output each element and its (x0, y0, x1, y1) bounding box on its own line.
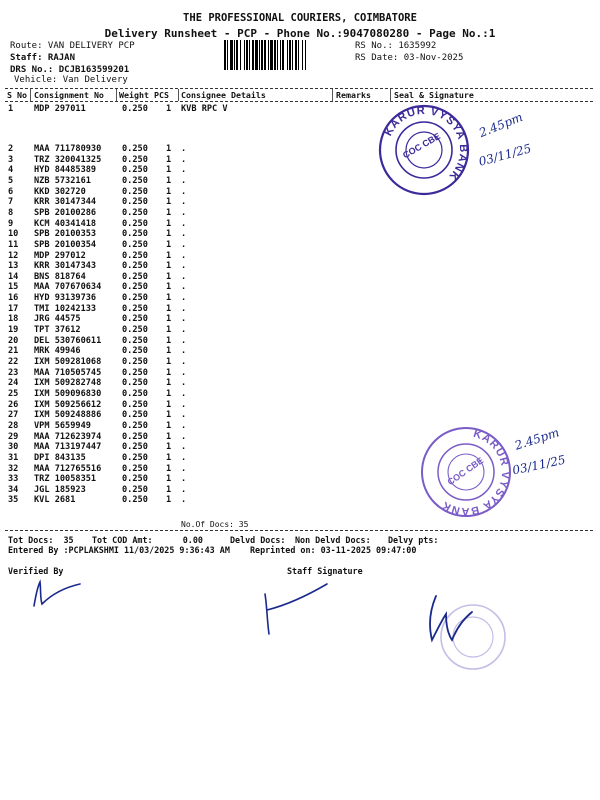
row-pcs: 1 (166, 282, 172, 293)
row-sno: 22 (8, 357, 19, 367)
row-weight: 0.250 (122, 282, 148, 293)
tot-cod-amt: Tot COD Amt: 0.00 (92, 535, 203, 545)
row-weight: 0.250 (122, 175, 148, 186)
row-consignee: . (181, 250, 187, 261)
row-sno: 1 (8, 104, 14, 114)
table-row (0, 261, 600, 271)
row-weight: 0.250 (122, 218, 148, 229)
row-pcs: 1 (166, 420, 172, 431)
stamp2-center-text: COC CBE (445, 455, 486, 488)
stamp2-bank-name: KARUR VYSYA BANK (439, 427, 512, 518)
row-sno: 23 (8, 367, 19, 378)
staff-label: Staff: RAJAN (10, 53, 76, 63)
row-pcs: 1 (166, 293, 172, 304)
row-weight: 0.250 (122, 420, 148, 431)
row-weight: 0.250 (122, 452, 148, 463)
col-sno: S No (7, 90, 27, 100)
row-consignee: . (181, 186, 187, 197)
row-pcs: 1 (166, 367, 172, 378)
col-consignment: Consignment No (34, 90, 104, 100)
table-row (0, 165, 600, 175)
table-row (0, 389, 600, 399)
row-pcs: 1 (166, 410, 172, 421)
row-weight: 0.250 (122, 314, 148, 325)
row-sno: 6 (8, 186, 14, 197)
row-sno: 32 (8, 463, 19, 474)
row-consignment-no: SPB 20100353 (34, 229, 97, 240)
row-consignment-no: KKD 302720 (34, 186, 86, 197)
row-sno: 12 (8, 250, 19, 261)
row-pcs: 1 (166, 261, 172, 272)
route-label: Route: VAN DELIVERY PCP (10, 41, 135, 51)
row-weight: 0.250 (122, 335, 148, 346)
row-weight: 0.250 (122, 484, 148, 495)
row-consignment-no: KCM 40341418 (34, 218, 97, 229)
row-consignee: . (181, 314, 187, 325)
handwritten-time-1: 2.45pm (477, 109, 525, 141)
row-weight: 0.250 (122, 250, 148, 261)
table-row (0, 357, 600, 367)
row-consignee: . (181, 271, 187, 282)
table-row (0, 219, 600, 229)
row-consignee: . (181, 431, 187, 442)
row-pcs: 1 (166, 229, 172, 240)
row-weight: 0.250 (122, 378, 148, 389)
row-pcs: 1 (166, 474, 172, 485)
row-sno: 10 (8, 229, 19, 240)
row-consignee: . (181, 484, 187, 495)
row-weight: 0.250 (122, 271, 148, 282)
row-consignment-no: MAA 707670634 (34, 282, 102, 293)
row-consignment-no: KRR 30147343 (34, 261, 97, 272)
rs-date: RS Date: 03-Nov-2025 (355, 53, 464, 63)
bank-seal-stamp-2 (418, 424, 514, 520)
row-consignment-no: IXM 509282748 (34, 378, 102, 389)
row-weight: 0.250 (122, 144, 148, 154)
row-weight: 0.250 (122, 325, 148, 336)
handwritten-date-2: 03/11/25 (511, 452, 567, 478)
row-consignee: . (181, 346, 187, 357)
row-sno: 25 (8, 388, 19, 399)
row-pcs: 1 (166, 314, 172, 325)
table-row (0, 346, 600, 356)
row-consignee: . (181, 420, 187, 431)
row-consignment-no: IXM 509281068 (34, 357, 102, 367)
row-consignment-no: DPI 843135 (34, 452, 86, 463)
row-sno: 30 (8, 442, 19, 453)
row-weight: 0.250 (122, 303, 148, 314)
table-row (0, 251, 600, 261)
table-row (0, 293, 600, 303)
row-weight: 0.250 (122, 154, 148, 165)
row-consignee: . (181, 282, 187, 293)
row-sno: 27 (8, 410, 19, 421)
row-pcs: 1 (166, 346, 172, 357)
row-sno: 13 (8, 261, 19, 272)
row-sno: 24 (8, 378, 19, 389)
handwritten-time-2: 2.45pm (512, 425, 561, 453)
delvy-pts: Delvy pts: (388, 535, 439, 545)
tot-docs: Tot Docs: 35 (8, 535, 74, 545)
row-sno: 11 (8, 239, 19, 250)
row-sno: 26 (8, 399, 19, 410)
company-title: THE PROFESSIONAL COURIERS, COIMBATORE (183, 12, 417, 24)
row-sno: 5 (8, 175, 14, 186)
svg-text:KARUR VYSYA BANK (439, 428, 511, 517)
row-consignee: . (181, 452, 187, 463)
row-weight: 0.250 (122, 293, 148, 304)
row-consignment-no: BNS 818764 (34, 271, 86, 282)
table-row (0, 176, 600, 186)
entered-by: Entered By :PCPLAKSHMI 11/03/2025 9:36:43 AM (8, 545, 230, 555)
row-consignment-no: MAA 713197447 (34, 442, 102, 453)
row-pcs: 1 (166, 378, 172, 389)
row-consignment-no: IXM 509096830 (34, 388, 102, 399)
row-consignment-no: VPM 5659949 (34, 420, 91, 431)
row-consignee: . (181, 165, 187, 176)
col-pcs: PCS (154, 90, 169, 100)
table-row (0, 368, 600, 378)
row-sno: 3 (8, 154, 14, 165)
row-pcs: 1 (166, 495, 172, 506)
row-consignee: . (181, 410, 187, 421)
row-weight: 0.250 (122, 229, 148, 240)
row-consignment-no: JRG 44575 (34, 314, 81, 325)
table-row (0, 187, 600, 197)
row-weight: 0.250 (122, 104, 148, 114)
row-consignee: . (181, 154, 187, 165)
table-row (0, 325, 600, 335)
row-pcs: 1 (166, 325, 172, 336)
col-weight: Weight (119, 90, 149, 100)
row-weight: 0.250 (122, 463, 148, 474)
stamp-center-text: COC CBE (401, 130, 442, 161)
row-pcs: 1 (166, 335, 172, 346)
row-sno: 21 (8, 346, 19, 357)
row-pcs: 1 (166, 186, 172, 197)
table-row (0, 400, 600, 410)
row-consignment-no: KRR 30147344 (34, 197, 97, 208)
drs-number: DRS No.: DCJB163599201 (10, 65, 130, 75)
table-row (0, 336, 600, 346)
row-pcs: 1 (166, 399, 172, 410)
row-consignee: . (181, 357, 187, 367)
row-pcs: 1 (166, 104, 172, 114)
row-consignment-no: IXM 509248886 (34, 410, 102, 421)
row-sno: 16 (8, 293, 19, 304)
row-pcs: 1 (166, 207, 172, 218)
row-pcs: 1 (166, 175, 172, 186)
header-bottom-rule (5, 101, 593, 102)
row-consignee: . (181, 442, 187, 453)
row-sno: 7 (8, 197, 14, 208)
row-weight: 0.250 (122, 388, 148, 399)
row-pcs: 1 (166, 239, 172, 250)
row-weight: 0.250 (122, 197, 148, 208)
row-consignee: . (181, 474, 187, 485)
table-row (0, 272, 600, 282)
row-sno: 20 (8, 335, 19, 346)
row-weight: 0.250 (122, 239, 148, 250)
reprinted-on: Reprinted on: 03-11-2025 09:47:00 (250, 545, 417, 555)
row-consignment-no: MAA 712765516 (34, 463, 102, 474)
row-consignment-no: TRZ 320041325 (34, 154, 102, 165)
row-pcs: 1 (166, 197, 172, 208)
col-seal: Seal & Signature (394, 90, 474, 100)
row-sno: 4 (8, 165, 14, 176)
row-sno: 29 (8, 431, 19, 442)
row-pcs: 1 (166, 250, 172, 261)
row-sno: 28 (8, 420, 19, 431)
table-row (0, 410, 600, 420)
row-sno: 14 (8, 271, 19, 282)
rs-number: RS No.: 1635992 (355, 41, 437, 51)
row-consignment-no: MRK 49946 (34, 346, 81, 357)
staff-signature (255, 580, 335, 640)
row-consignee: . (181, 293, 187, 304)
row-consignment-no: HYD 93139736 (34, 293, 97, 304)
table-row (0, 197, 600, 207)
row-sno: 18 (8, 314, 19, 325)
vehicle-label: Vehicle: Van Delivery (14, 75, 128, 85)
row-consignee: . (181, 207, 187, 218)
row-consignment-no: MAA 710505745 (34, 367, 102, 378)
row-sno: 34 (8, 484, 19, 495)
row-weight: 0.250 (122, 357, 148, 367)
receiver-signature (418, 590, 478, 650)
row-consignment-no: MDP 297012 (34, 250, 86, 261)
row-pcs: 1 (166, 357, 172, 367)
row-weight: 0.250 (122, 399, 148, 410)
row-weight: 0.250 (122, 346, 148, 357)
handwritten-date-1: 03/11/25 (477, 141, 533, 169)
stamp-bank-name: KARUR VYSYA BANK (382, 104, 470, 183)
row-sno: 31 (8, 452, 19, 463)
runsheet-title: Delivery Runsheet - PCP - Phone No.:9047080280 - Page No.:1 (104, 27, 496, 40)
table-bottom-rule (5, 530, 593, 531)
table-row (0, 314, 600, 324)
table-row (0, 282, 600, 292)
row-consignment-no: TPT 37612 (34, 325, 81, 336)
row-consignee: . (181, 197, 187, 208)
row-weight: 0.250 (122, 186, 148, 197)
row-consignment-no: MDP 297011 (34, 104, 86, 114)
barcode (224, 40, 352, 70)
row-consignee: . (181, 367, 187, 378)
row-consignee: . (181, 399, 187, 410)
table-row (0, 229, 600, 239)
row-pcs: 1 (166, 218, 172, 229)
row-consignee: . (181, 229, 187, 240)
row-consignee: . (181, 175, 187, 186)
row-weight: 0.250 (122, 442, 148, 453)
row-weight: 0.250 (122, 495, 148, 506)
row-pcs: 1 (166, 303, 172, 314)
row-consignee: . (181, 261, 187, 272)
row-pcs: 1 (166, 442, 172, 453)
row-pcs: 1 (166, 452, 172, 463)
bank-seal-stamp (376, 102, 472, 198)
row-consignment-no: TRZ 10058351 (34, 474, 97, 485)
verified-by-label: Verified By (8, 566, 64, 576)
row-consignment-no: MAA 712623974 (34, 431, 102, 442)
non-delvd-docs: Non Delvd Docs: (295, 535, 371, 545)
row-consignee: KVB RPC V (181, 104, 228, 114)
row-pcs: 1 (166, 144, 172, 154)
row-sno: 15 (8, 282, 19, 293)
row-sno: 17 (8, 303, 19, 314)
table-row (0, 208, 600, 218)
table-row (0, 304, 600, 314)
row-weight: 0.250 (122, 474, 148, 485)
row-consignee: . (181, 335, 187, 346)
row-consignment-no: MAA 711780930 (34, 144, 102, 154)
row-sno: 33 (8, 474, 19, 485)
row-pcs: 1 (166, 431, 172, 442)
row-consignee: . (181, 495, 187, 506)
row-weight: 0.250 (122, 431, 148, 442)
row-weight: 0.250 (122, 367, 148, 378)
col-consignee: Consignee Details (181, 90, 266, 100)
row-sno: 35 (8, 495, 19, 506)
row-weight: 0.250 (122, 165, 148, 176)
row-consignment-no: TMI 10242133 (34, 303, 97, 314)
row-consignment-no: SPB 20100354 (34, 239, 97, 250)
row-consignee: . (181, 378, 187, 389)
row-pcs: 1 (166, 484, 172, 495)
header-top-rule (5, 88, 593, 89)
row-consignment-no: IXM 509256612 (34, 399, 102, 410)
row-pcs: 1 (166, 271, 172, 282)
row-pcs: 1 (166, 154, 172, 165)
row-consignee: . (181, 325, 187, 336)
row-sno: 8 (8, 207, 14, 218)
row-consignee: . (181, 144, 187, 154)
delvd-docs: Delvd Docs: (230, 535, 286, 545)
row-consignee: . (181, 239, 187, 250)
row-sno: 19 (8, 325, 19, 336)
row-sno: 2 (8, 144, 14, 154)
row-consignment-no: SPB 20100286 (34, 207, 97, 218)
table-row (0, 378, 600, 388)
row-pcs: 1 (166, 165, 172, 176)
table-row (0, 240, 600, 250)
row-consignment-no: DEL 530760611 (34, 335, 102, 346)
row-consignment-no: NZB 5732161 (34, 175, 91, 186)
row-consignee: . (181, 303, 187, 314)
row-consignee: . (181, 218, 187, 229)
row-weight: 0.250 (122, 410, 148, 421)
row-pcs: 1 (166, 388, 172, 399)
no-of-docs: No.Of Docs: 35 (181, 520, 249, 529)
verifier-signature (28, 574, 88, 612)
row-consignment-no: KVL 2681 (34, 495, 76, 506)
row-consignee: . (181, 388, 187, 399)
staff-signature-label: Staff Signature (287, 566, 363, 576)
row-consignment-no: HYD 84485389 (34, 165, 97, 176)
row-consignee: . (181, 463, 187, 474)
row-consignment-no: JGL 185923 (34, 484, 86, 495)
col-remarks: Remarks (336, 90, 371, 100)
row-pcs: 1 (166, 463, 172, 474)
row-weight: 0.250 (122, 261, 148, 272)
row-sno: 9 (8, 218, 14, 229)
row-weight: 0.250 (122, 207, 148, 218)
